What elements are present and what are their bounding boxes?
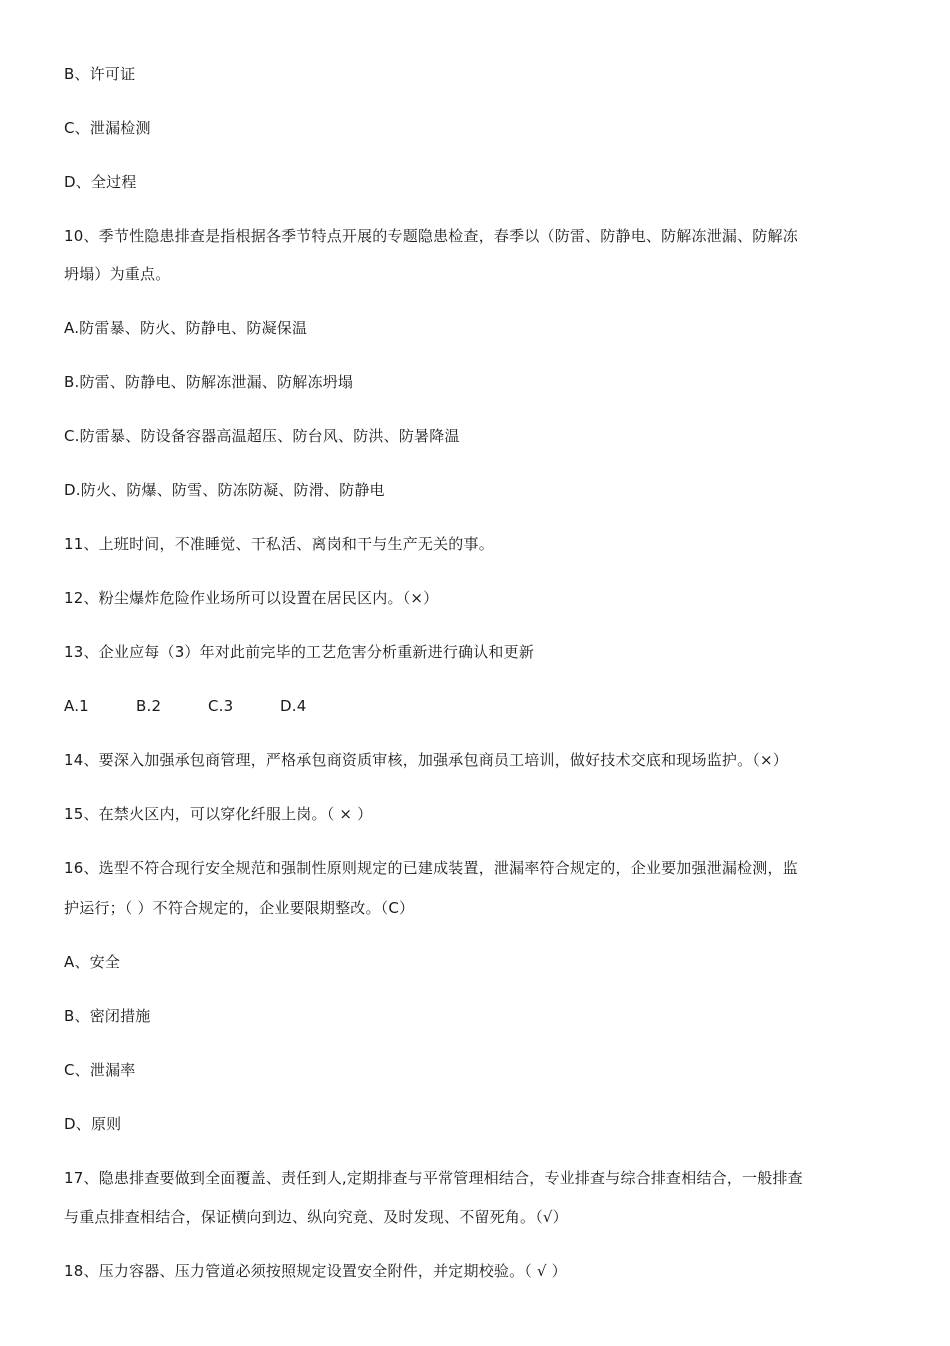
q11-text: 11、上班时间，不准睡觉、干私活、离岗和干与生产无关的事。 bbox=[64, 535, 494, 553]
q17-text-line-2: 与重点排查相结合，保证横向到边、纵向究竟、及时发现、不留死角。（√） bbox=[64, 1208, 568, 1226]
q13-option-d: D.4 bbox=[280, 697, 307, 715]
q16-option-d: D、原则 bbox=[64, 1115, 122, 1133]
q10-option-a: A.防雷暴、防火、防静电、防凝保温 bbox=[64, 319, 308, 337]
q10-text-line-1: 10、季节性隐患排查是指根据各季节特点开展的专题隐患检查，春季以（防雷、防静电、防解冻泄漏、防解冻 bbox=[64, 227, 798, 245]
q12-text: 12、粉尘爆炸危险作业场所可以设置在居民区内。（×） bbox=[64, 589, 439, 607]
q15-text: 15、在禁火区内，可以穿化纤服上岗。（ × ） bbox=[64, 805, 373, 823]
q16-text-line-1: 16、选型不符合现行安全规范和强制性原则规定的已建成装置，泄漏率符合规定的，企业要加强泄漏检测，监 bbox=[64, 859, 798, 877]
q10-option-b: B.防雷、防静电、防解冻泄漏、防解冻坍塌 bbox=[64, 373, 354, 391]
q16-text-line-2: 护运行；（ ）不符合规定的，企业要限期整改。（C） bbox=[64, 899, 415, 917]
q16-option-c: C、泄漏率 bbox=[64, 1061, 136, 1079]
q13-option-b: B.2 bbox=[136, 697, 162, 715]
q13-text: 13、企业应每（3）年对此前完毕的工艺危害分析重新进行确认和更新 bbox=[64, 643, 535, 661]
q16-option-b: B、密闭措施 bbox=[64, 1007, 151, 1025]
q17-text-line-1: 17、隐患排查要做到全面覆盖、责任到人,定期排查与平常管理相结合，专业排查与综合排查相结合，一般排查 bbox=[64, 1169, 803, 1187]
q18-text: 18、压力容器、压力管道必须按照规定设置安全附件，并定期校验。（ √ ） bbox=[64, 1262, 567, 1280]
q9-option-b: B、许可证 bbox=[64, 65, 136, 83]
q16-option-a: A、安全 bbox=[64, 953, 121, 971]
q14-text: 14、要深入加强承包商管理，严格承包商资质审核，加强承包商员工培训，做好技术交底和现场监护。（×） bbox=[64, 751, 788, 769]
q10-text-line-2: 坍塌）为重点。 bbox=[64, 265, 171, 283]
q10-option-c: C.防雷暴、防设备容器高温超压、防台风、防洪、防暑降温 bbox=[64, 427, 460, 445]
q13-option-c: C.3 bbox=[208, 697, 234, 715]
q9-option-c: C、泄漏检测 bbox=[64, 119, 151, 137]
q9-option-d: D、全过程 bbox=[64, 173, 137, 191]
q13-option-a: A.1 bbox=[64, 697, 89, 715]
q10-option-d: D.防火、防爆、防雪、防冻防凝、防滑、防静电 bbox=[64, 481, 385, 499]
q13-options bbox=[64, 696, 352, 716]
